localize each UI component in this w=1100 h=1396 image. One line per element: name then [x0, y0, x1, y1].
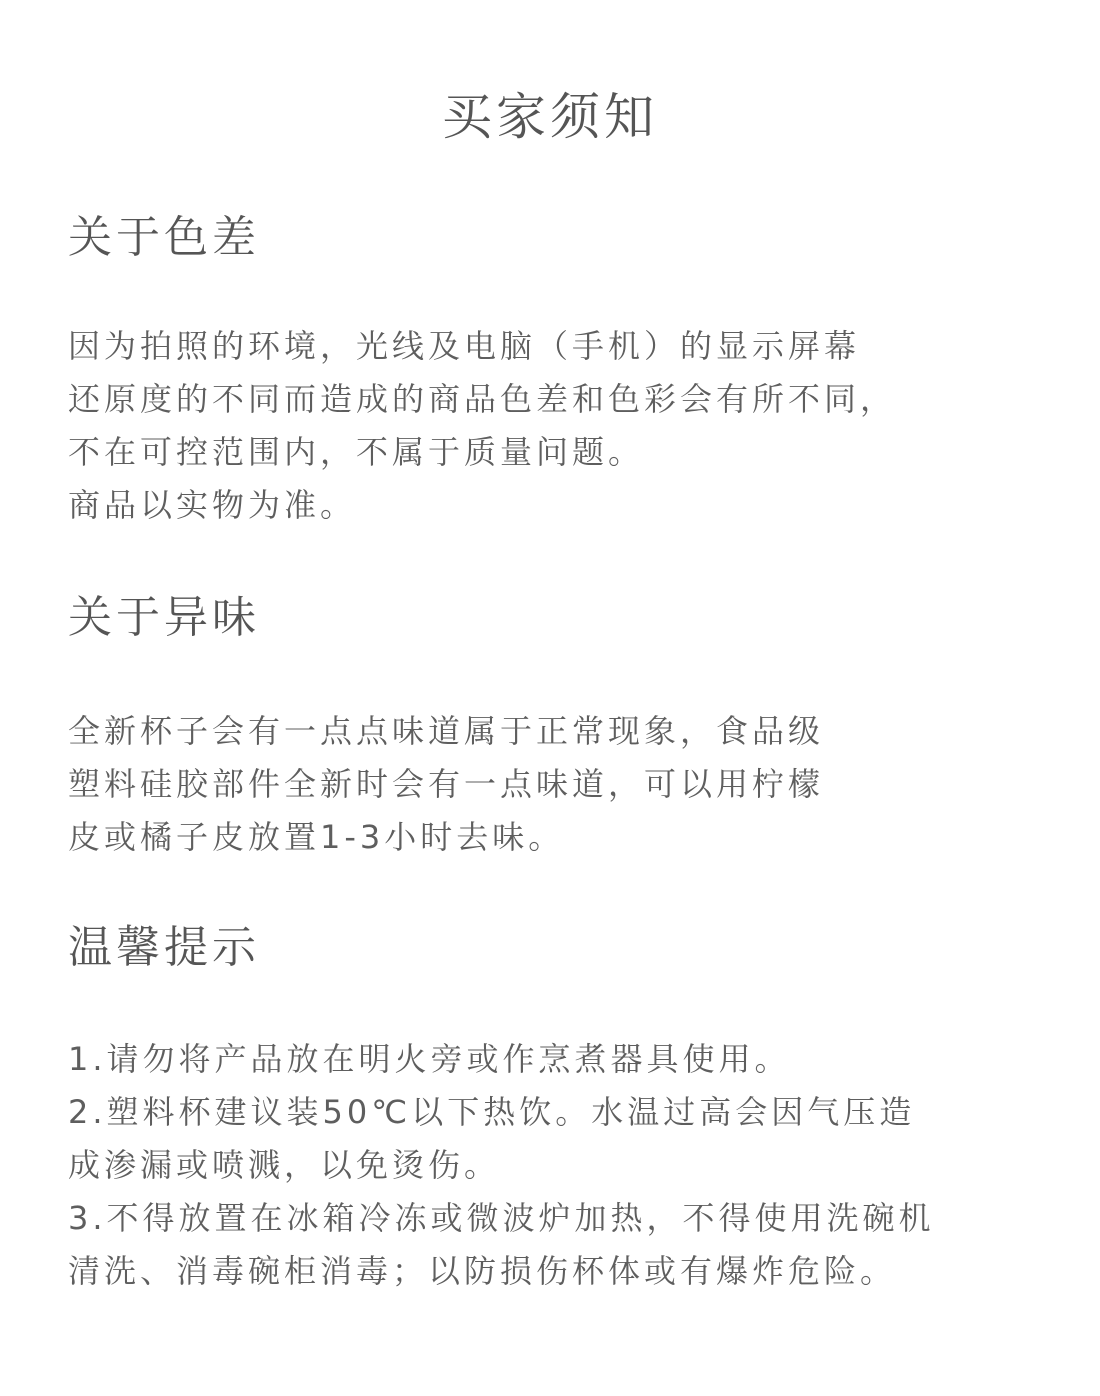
text-line: 全新杯子会有一点点味道属于正常现象，食品级	[68, 712, 825, 750]
text-line: 成渗漏或喷溅，以免烫伤。	[68, 1146, 501, 1184]
page-title: 买家须知	[442, 88, 658, 146]
text-line: 塑料硅胶部件全新时会有一点味道，可以用柠檬	[68, 765, 825, 803]
section-body-tips	[68, 1033, 1068, 1298]
section-body-odor	[68, 705, 1068, 864]
text-line: 2.塑料杯建议装50℃以下热饮。水温过高会因气压造	[68, 1093, 916, 1131]
text-line: 3.不得放置在冰箱冷冻或微波炉加热，不得使用洗碗机	[68, 1199, 935, 1237]
text-line: 还原度的不同而造成的商品色差和色彩会有所不同，	[68, 380, 897, 418]
text-line: 1.请勿将产品放在明火旁或作烹煮器具使用。	[68, 1040, 791, 1078]
text-line: 皮或橘子皮放置1-3小时去味。	[68, 818, 565, 856]
section-heading-odor: 关于异味	[68, 592, 260, 643]
section-heading-color-difference: 关于色差	[68, 212, 260, 263]
text-line: 不在可控范围内，不属于质量问题。	[68, 433, 645, 471]
section-body-color-difference	[68, 320, 1068, 532]
section-heading-tips: 温馨提示	[68, 922, 260, 973]
text-line: 清洗、消毒碗柜消毒；以防损伤杯体或有爆炸危险。	[68, 1252, 897, 1290]
text-line: 因为拍照的环境，光线及电脑（手机）的显示屏幕	[68, 327, 861, 365]
text-line: 商品以实物为准。	[68, 486, 357, 524]
